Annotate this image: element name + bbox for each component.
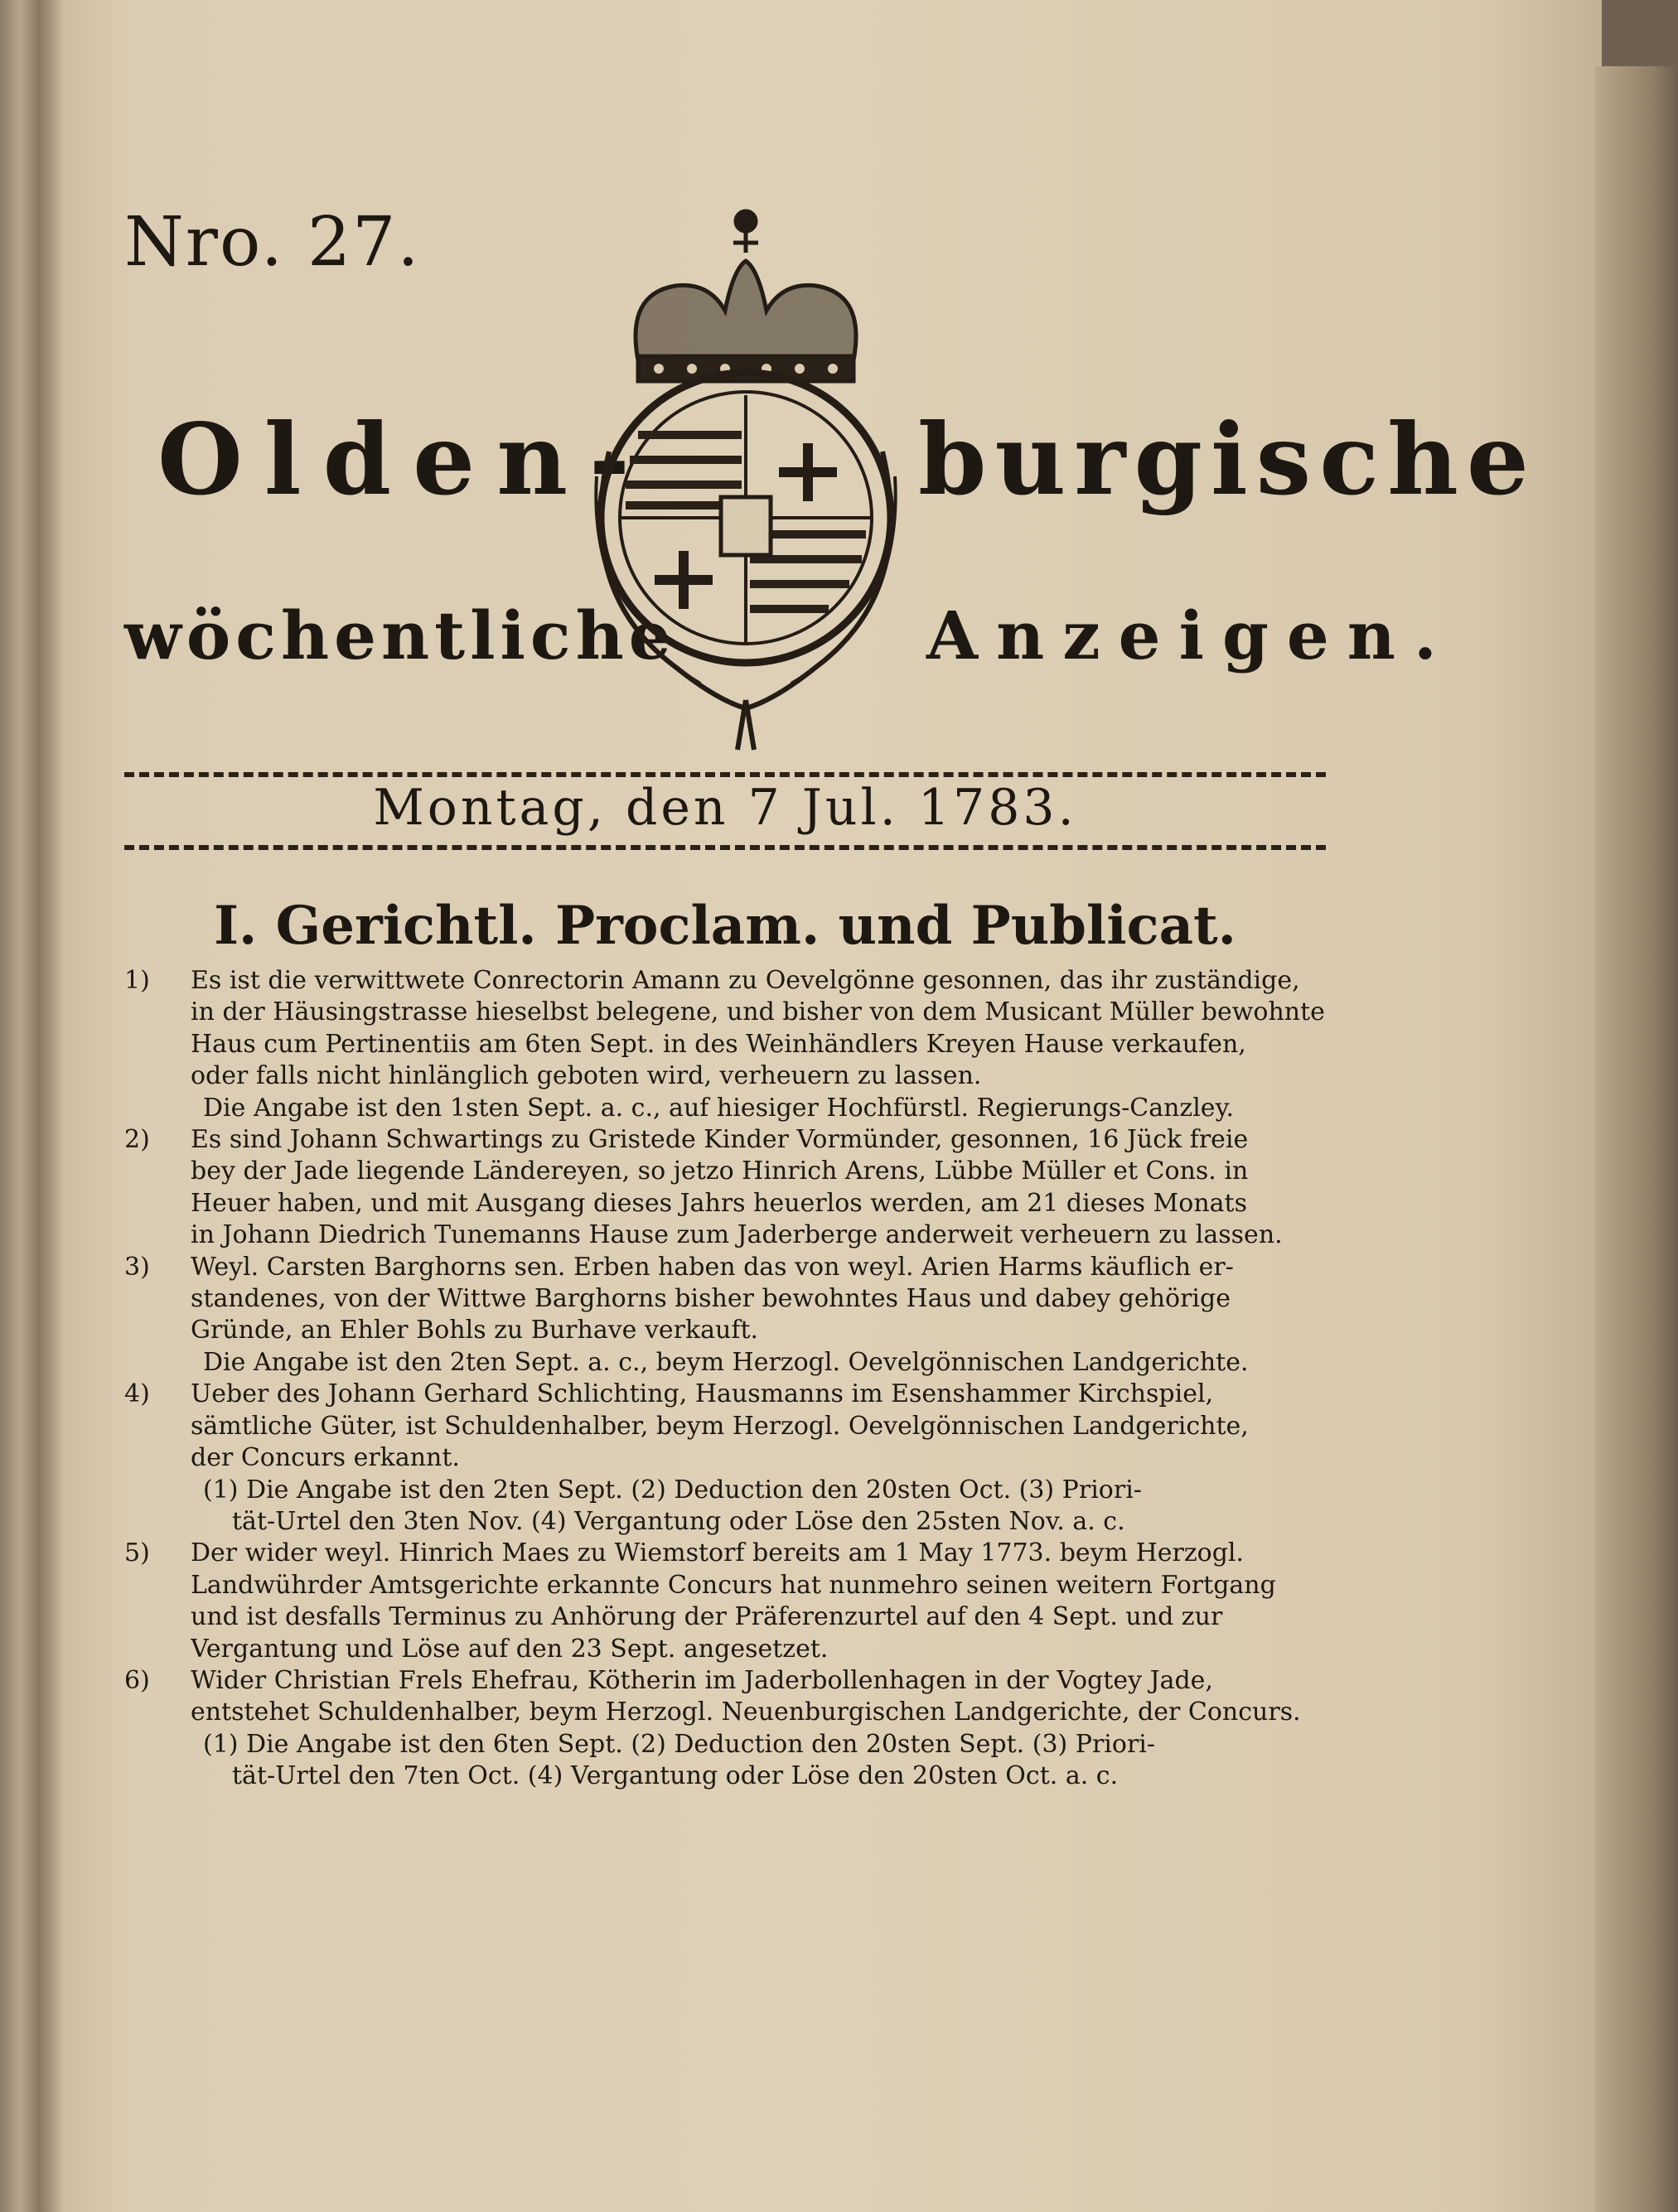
notice-entry xyxy=(124,965,1342,1093)
notice-number: 3) xyxy=(124,1252,150,1282)
notice-line: Gründe, an Ehler Bohls zu Burhave verkauft. xyxy=(191,1316,759,1345)
notice-line: Es sind Johann Schwartings zu Gristede Kinder Vormünder, gesonnen, 16 Jück freie xyxy=(191,1125,1249,1155)
section-heading: I. Gerichtl. Proclam. und Publicat. xyxy=(214,895,1236,957)
notice-line: in Johann Diedrich Tunemanns Hause zum Jaderberge anderweit verheuern zu lassen. xyxy=(191,1220,1283,1250)
notice-line: Es ist die verwittwete Conrectorin Amann zu Oevelgönne gesonnen, das ihr zuständige, xyxy=(191,966,1300,995)
issue-date: Montag, den 7 Jul. 1783. xyxy=(373,779,1077,837)
notice-line: der Concurs erkannt. xyxy=(191,1443,460,1473)
notice-line: sämtliche Güter, ist Schuldenhalber, beym Herzogl. Oevelgönnischen Landgerichte, xyxy=(191,1411,1249,1441)
notice-line: Ueber des Johann Gerhard Schlichting, Hausmanns im Esenshammer Kirchspiel, xyxy=(191,1379,1214,1409)
masthead-title-right-1: burgische xyxy=(918,402,1537,517)
notice-entry xyxy=(124,1252,1342,1347)
notice-note: Die Angabe ist den 1sten Sept. a. c., auf hiesiger Hochfürstl. Regierungs-Canzley. xyxy=(203,1093,1235,1123)
notice-entry xyxy=(124,1538,1342,1665)
notice-number: 6) xyxy=(124,1665,150,1695)
notice-line: Der wider weyl. Hinrich Maes zu Wiemstorf bereits am 1 May 1773. beym Herzogl. xyxy=(191,1538,1245,1568)
coat-of-arms-crest-icon xyxy=(559,203,932,766)
notice-number: 4) xyxy=(124,1379,150,1409)
notice-line: und ist desfalls Terminus zu Anhörung der Präferenzurtel auf den 4 Sept. und zur xyxy=(191,1602,1223,1632)
notice-line: bey der Jade liegende Ländereyen, so jetzo Hinrich Arens, Lübbe Müller et Cons. in xyxy=(191,1157,1249,1186)
notice-entry xyxy=(124,1665,1342,1729)
notice-line: entstehet Schuldenhalber, beym Herzogl. Neuenburgischen Landgerichte, der Concurs. xyxy=(191,1698,1301,1727)
notice-line: Heuer haben, und mit Ausgang dieses Jahrs heuerlos werden, am 21 dieses Monats xyxy=(191,1188,1247,1218)
notice-line: Wider Christian Frels Ehefrau, Kötherin im Jaderbollenhagen in der Vogtey Jade, xyxy=(191,1665,1213,1695)
masthead-title-left-1: Olden- xyxy=(157,402,651,517)
notice-terms: tät-Urtel den 7ten Oct. (4) Vergantung oder Löse den 20sten Oct. a. c. xyxy=(232,1761,1119,1791)
notice-line: oder falls nicht hinlänglich geboten wird, verheuern zu lassen. xyxy=(191,1061,982,1091)
notice-line: Weyl. Carsten Barghorns sen. Erben haben das von weyl. Arien Harms käuflich er- xyxy=(191,1252,1234,1282)
page-stack-edge-right xyxy=(1595,66,1678,2212)
issue-number: Nro. 27. xyxy=(124,203,421,282)
notice-terms: tät-Urtel den 3ten Nov. (4) Vergantung oder Löse den 25sten Nov. a. c. xyxy=(232,1506,1125,1536)
notice-line: Landwührder Amtsgerichte erkannte Concurs hat nunmehro seinen weitern Fortgang xyxy=(191,1570,1276,1600)
notices-body xyxy=(124,965,1342,1793)
notice-terms: (1) Die Angabe ist den 6ten Sept. (2) Deduction den 20sten Sept. (3) Priori- xyxy=(203,1729,1156,1759)
notice-number: 5) xyxy=(124,1538,150,1568)
masthead-title-right-2: Anzeigen. xyxy=(926,596,1455,674)
notice-line: Haus cum Pertinentiis am 6ten Sept. in des Weinhändlers Kreyen Hause verkaufen, xyxy=(191,1029,1246,1059)
notice-line: in der Häusingstrasse hieselbst belegene, und bisher von dem Musicant Müller bewohnte xyxy=(191,997,1325,1027)
page-gutter-shadow xyxy=(40,0,65,2212)
notice-number: 2) xyxy=(124,1125,150,1155)
masthead-title-left-2: wöchentliche xyxy=(124,596,676,674)
notice-terms: (1) Die Angabe ist den 2ten Sept. (2) Deduction den 20sten Oct. (3) Priori- xyxy=(203,1475,1142,1504)
notice-entry xyxy=(124,1379,1342,1474)
notice-note: Die Angabe ist den 2ten Sept. a. c., beym Herzogl. Oevelgönnischen Landgerichte. xyxy=(203,1347,1249,1377)
notice-line: Vergantung und Löse auf den 23 Sept. angesetzet. xyxy=(191,1634,829,1664)
notice-number: 1) xyxy=(124,966,150,995)
notice-entry xyxy=(124,1124,1342,1252)
date-rule-bottom xyxy=(124,845,1326,855)
notice-line: standenes, von der Wittwe Barghorns bisher bewohntes Haus und dabey gehörige xyxy=(191,1284,1231,1314)
